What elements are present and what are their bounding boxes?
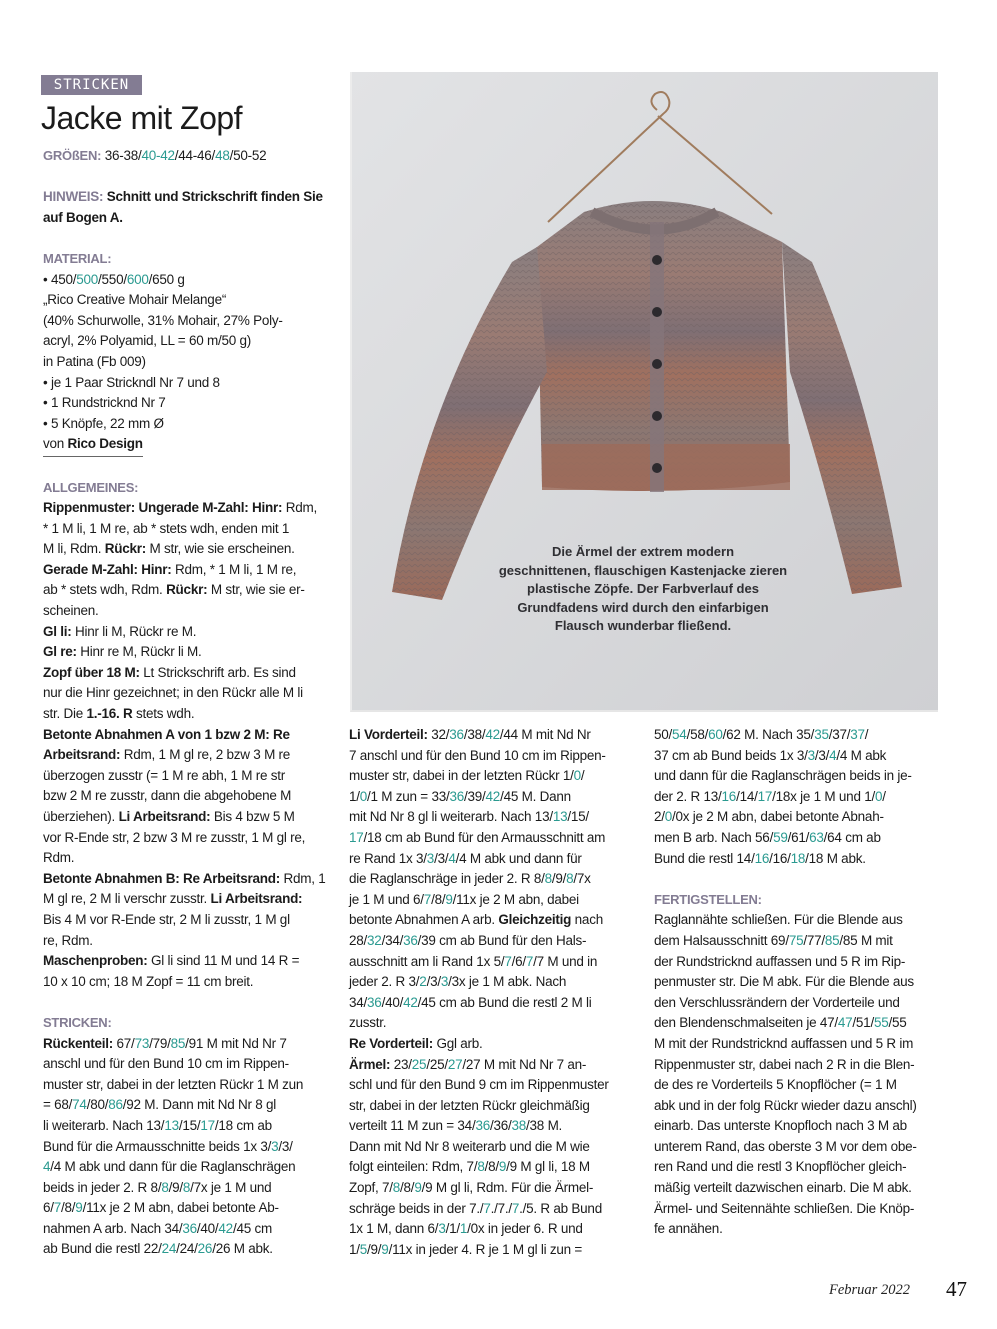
knitting-heading: STRICKEN: (43, 1014, 112, 1030)
text-line: mäßig verteilt dazwischen einarb. Die M abk. (654, 1180, 912, 1196)
text-line: abk und in der folg Rückr wieder dazu anschl) (654, 1097, 917, 1113)
text-line: Zopf über 18 M: Lt Strickschrift arb. Es sind (43, 664, 296, 680)
text-line: re Rand 1x 3/3/3/4/4 M abk und dann für (349, 850, 582, 866)
size-value: 48 (215, 148, 230, 163)
text-line: Ärmel: 23/25/25/27/27 M mit Nd Nr 7 an- (349, 1056, 587, 1072)
text-line: den Blendenschmalseiten je 47/47/51/55/55 (654, 1015, 907, 1031)
text-line: Bund die restl 14/16/16/18/18 M abk. (654, 850, 866, 866)
issue-date: Februar 2022 (829, 1282, 910, 1298)
text-line: 28/32/34/36/39 cm ab Bund für den Hals- (349, 932, 587, 948)
text-line: Arbeitsrand: Rdm, 1 M gl re, 2 bzw 3 M re (43, 747, 291, 763)
text-line: Gerade M-Zahl: Hinr: Rdm, * 1 M li, 1 M re, (43, 561, 297, 577)
text-line: li weiterarb. Nach 13/13/15/17/18 cm ab (43, 1117, 272, 1133)
text-line: Bund für die Armausschnitte beids 1x 3/3/3/ (43, 1138, 293, 1154)
knitting-text (43, 1034, 333, 1261)
text-line: scheinen. (43, 603, 99, 619)
text-line: muster str, dabei in der letzten Rückr 1/0/ (349, 768, 585, 784)
text-line: ausschnitt am li Rand 1x 5/7/6/7/7 M und in (349, 953, 598, 969)
sleeve-continued-text (654, 725, 938, 869)
material-amount: • 450/500/550/600/650 g (43, 271, 185, 287)
finishing-text (654, 910, 938, 1240)
text-line: 4/4 M abk und dann für die Raglanschrägen (43, 1159, 296, 1175)
text-line: nahmen A arb. Nach 34/36/40/42/45 cm (43, 1220, 272, 1236)
text-line: Betonte Abnahmen A von 1 bzw 2 M: Re (43, 726, 290, 742)
text-line: Betonte Abnahmen B: Re Arbeitsrand: Rdm, 1 (43, 870, 326, 886)
text-line: Rückenteil: 67/73/79/85/91 M mit Nd Nr 7 (43, 1035, 287, 1051)
caption-line: geschnittenen, flauschigen Kastenjacke zieren (498, 562, 788, 578)
column-1 (43, 146, 333, 1260)
text-line: Rdm. (43, 850, 75, 866)
size-value: 40-42 (141, 148, 175, 163)
text-line: der 2. R 13/16/14/17/18x je 1 M und 1/0/ (654, 788, 886, 804)
text-line: schräge beids in der 7./7./7./7./5. R ab Bund (349, 1200, 602, 1216)
text-line: beids in jeder 2. R 8/8/9/8/7x je 1 M und (43, 1179, 272, 1195)
text-line: 37 cm ab Bund beids 1x 3/3/3/4/4 M abk (654, 747, 887, 763)
text-line: 1/0/1 M zun = 33/36/39/42/45 M. Dann (349, 788, 571, 804)
column-3 (654, 725, 938, 1240)
text-line: und dann für die Raglanschrägen beids in je- (654, 768, 912, 784)
column-2 (349, 725, 631, 1260)
size-value: 36-38/ (104, 148, 142, 163)
general-text (43, 498, 333, 992)
text-line: 50/54/58/60/62 M. Nach 35/35/37/37/ (654, 727, 869, 742)
text-line: der Rundstricknd auffassen und 5 R im Rip- (654, 953, 906, 969)
text-line: zusstr. (349, 1015, 387, 1031)
text-line: fe annähen. (654, 1221, 723, 1237)
sizes-line (43, 146, 333, 167)
size-value: /50-52 (229, 148, 267, 163)
text-line: 1x 1 M, dann 6/3/1/1/0x in jeder 6. R und (349, 1221, 583, 1237)
text-line: M mit der Rundstricknd auffassen und 5 R im (654, 1035, 914, 1051)
text-line: re, Rdm. (43, 932, 93, 948)
text-line: Bis 4 M vor R-Ende str, 2 M li zusstr, 1 M gl (43, 911, 290, 927)
caption-line: Die Ärmel der extrem modern (551, 544, 735, 559)
photo-caption (488, 543, 798, 636)
text-line: 17/18 cm ab Bund für den Armausschnitt am (349, 829, 606, 845)
finishing-heading: FERTIGSTELLEN: (654, 891, 762, 907)
text-line: überzogen zusstr (= 1 M re abh, 1 M re str (43, 767, 285, 783)
text-line: acryl, 2% Polyamid, LL = 60 m/50 g) (43, 333, 251, 349)
text-line: M li, Rdm. Rückr: M str, wie sie erscheinen. (43, 541, 295, 557)
text-line: überziehen). Li Arbeitsrand: Bis 4 bzw 5 M (43, 809, 295, 824)
text-line: Li Vorderteil: 32/36/38/42/44 M mit Nd Nr (349, 727, 591, 742)
material-list (43, 290, 333, 434)
text-line: Gl li: Hinr li M, Rückr re M. (43, 623, 197, 639)
page-number: 47 (946, 1277, 967, 1301)
text-line: bzw 2 M re zusstr, dann die abgehobene M (43, 788, 292, 804)
text-line: • 5 Knöpfe, 22 mm Ø (43, 415, 164, 431)
text-line: unterem Rand, das oberste 3 M vor dem obe- (654, 1138, 917, 1154)
text-line: jeder 2. R 3/2/3/3/3x je 1 M abk. Nach (349, 974, 567, 990)
text-line: men B arb. Nach 56/59/61/63/64 cm ab (654, 829, 881, 845)
text-line: 1/5/9/9/11x in jeder 4. R je 1 M gl li zun = (349, 1241, 583, 1257)
caption-line: plastische Zöpfe. Der Farbverlauf des (527, 581, 759, 596)
text-line: penmuster str. Die M abk. Für die Blende aus (654, 974, 914, 990)
front-and-sleeve-text (349, 725, 631, 1260)
text-line: verteilt 11 M zun = 34/36/36/38/38 M. (349, 1118, 563, 1134)
caption-line: Grundfadens wird durch den einfarbigen (517, 599, 769, 615)
caption-line: Flausch wunderbar fließend. (554, 618, 732, 633)
size-value: /44-46/ (174, 148, 216, 163)
text-line: • je 1 Paar Strickndl Nr 7 und 8 (43, 374, 220, 390)
general-heading: ALLGEMEINES: (43, 479, 139, 495)
text-line: Ärmel- und Seitennähte schließen. Die Knöp- (654, 1200, 915, 1216)
text-line: schl und für den Bund 9 cm im Rippenmuster (349, 1077, 609, 1093)
text-line: je 1 M und 6/7/8/9/11x je 2 M abn, dabei (349, 891, 579, 907)
text-line: Gl re: Hinr re M, Rückr li M. (43, 644, 202, 660)
note-text: auf Bogen A. (43, 209, 123, 225)
text-line: den Verschlussrändern der Vorderteile und (654, 994, 900, 1010)
text-line: einarb. Das unterste Knopfloch nach 3 M ab (654, 1118, 907, 1134)
text-line: * 1 M li, 1 M re, ab * stets wdh, enden mit 1 (43, 520, 290, 536)
text-line: Zopf, 7/8/8/9/9 M gl li, Rdm. Für die Ärmel- (349, 1180, 594, 1196)
text-line: 2/0/0x je 2 M abn, dabei betonte Abnah- (654, 809, 884, 825)
text-line: • 1 Rundstricknd Nr 7 (43, 395, 166, 411)
text-line: 6/7/8/9/11x je 2 M abn, dabei betonte Ab- (43, 1200, 279, 1216)
text-line: Raglannähte schließen. Für die Blende aus (654, 912, 903, 928)
note-line (43, 208, 333, 229)
text-line: betonte Abnahmen A arb. Gleichzeitig nach (349, 912, 603, 928)
text-line: Dann mit Nd Nr 8 weiterarb und die M wie (349, 1138, 590, 1154)
text-line: vor R-Ende str, 2 bzw 3 M re zusstr, 1 M gl re, (43, 829, 306, 845)
text-line: nur die Hinr gezeichnet; in den Rückr alle M li (43, 685, 303, 701)
text-line: 34/36/40/42/45 cm ab Bund die restl 2 M li (349, 994, 592, 1010)
material-source: von Rico Design (43, 434, 333, 457)
text-line: (40% Schurwolle, 31% Mohair, 27% Poly- (43, 312, 283, 328)
text-line: Maschenproben: Gl li sind 11 M und 14 R = (43, 953, 300, 969)
text-line: muster str, dabei in der letzten Rückr 1 M zun (43, 1076, 304, 1092)
text-line: str, dabei in der letzten Rückr gleichmäßig (349, 1097, 590, 1113)
text-line: ab Bund die restl 22/24/24/26/26 M abk. (43, 1241, 273, 1257)
text-line: mit Nd Nr 8 gl li weiterarb. Nach 13/13/15/ (349, 809, 589, 825)
text-line: Rippenmuster str, dabei nach 2 R in die Blen- (654, 1056, 915, 1072)
text-line: in Patina (Fb 009) (43, 353, 146, 369)
note-line: HINWEIS: Schnitt und Strickschrift finden Sie (43, 189, 323, 205)
text-line: M gl re, 2 M li verschr zusstr. Li Arbeitsrand: (43, 891, 303, 907)
text-line: „Rico Creative Mohair Melange“ (43, 292, 227, 308)
text-line: ren Rand und die restl 3 Knopflöcher gleich- (654, 1159, 907, 1175)
text-line: dem Halsausschnitt 69/75/77/85/85 M mit (654, 932, 893, 948)
text-line: = 68/74/80/86/92 M. Dann mit Nd Nr 8 gl (43, 1097, 277, 1113)
page-title: Jacke mit Zopf (41, 100, 243, 136)
section-tag: STRICKEN (41, 75, 142, 95)
note-text: Schnitt und Strickschrift finden Sie (103, 189, 323, 205)
sizes-label: GRÖßEN: (43, 148, 102, 163)
text-line: 10 x 10 cm; 18 M Zopf = 11 cm breit. (43, 973, 254, 989)
text-line: folgt einteilen: Rdm, 7/8/8/9/9 M gl li, 18 M (349, 1159, 590, 1175)
text-line: Rippenmuster: Ungerade M-Zahl: Hinr: Rdm, (43, 500, 318, 516)
text-line: str. Die 1.-16. R stets wdh. (43, 706, 195, 722)
text-line: 7 anschl und für den Bund 10 cm im Rippen- (349, 747, 606, 763)
text-line: Re Vorderteil: Ggl arb. (349, 1035, 483, 1051)
material-heading: MATERIAL: (43, 250, 112, 266)
text-line: anschl und für den Bund 10 cm im Rippen- (43, 1056, 289, 1072)
text-line: ab * stets wdh, Rdm. Rückr: M str, wie sie er- (43, 582, 305, 598)
text-line: die Raglanschräge in jeder 2. R 8/8/9/8/7x (349, 871, 591, 887)
text-line: de des re Vorderteils 5 Knopflöcher (= 1 M (654, 1077, 897, 1093)
